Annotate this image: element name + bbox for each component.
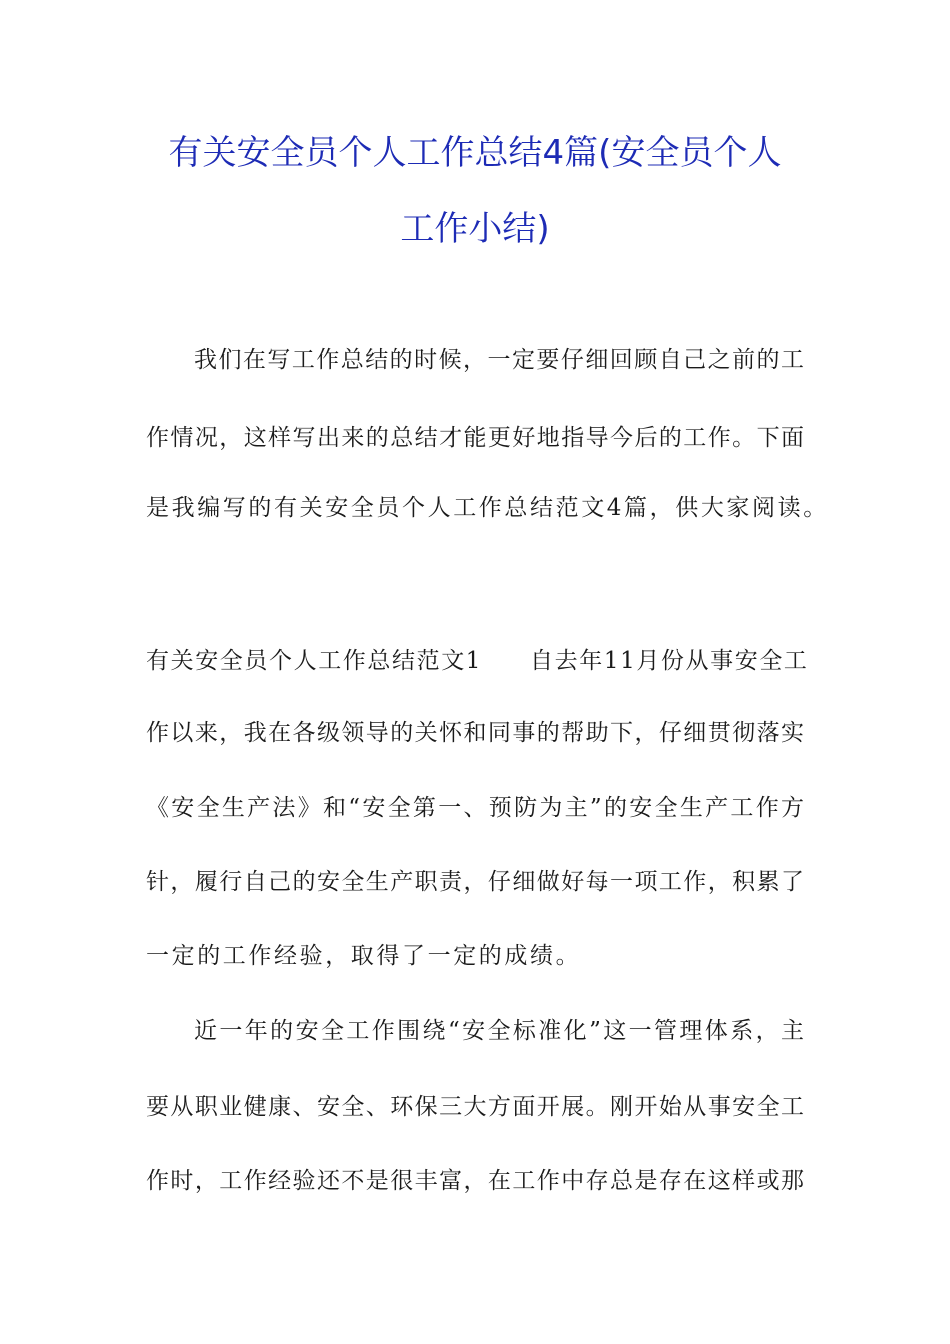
section1-line-2: 作以来，我在各级领导的关怀和同事的帮助下，仔细贯彻落实 (146, 720, 804, 746)
para2-line-1: 近一年的安全工作围绕“安全标准化”这一管理体系，主 (194, 1018, 804, 1044)
intro-line-3: 是我编写的有关安全员个人工作总结范文4篇，供大家阅读。 (146, 495, 829, 521)
document-title-line-2: 工作小结) (400, 209, 550, 249)
para2-line-3: 作时，工作经验还不是很丰富，在工作中存总是存在这样或那 (146, 1168, 804, 1194)
section1-line-4: 针，履行自己的安全生产职责，仔细做好每一项工作，积累了 (146, 869, 804, 895)
section1-first-text: 自去年11月份从事安全工 (530, 648, 809, 674)
section1-line-5: 一定的工作经验，取得了一定的成绩。 (146, 943, 582, 969)
section1-heading: 有关安全员个人工作总结范文1 (146, 648, 483, 674)
document-title-line-1: 有关安全员个人工作总结4篇(安全员个人 (168, 133, 782, 173)
section1-first-line (146, 646, 809, 676)
section1-line-3: 《安全生产法》和“安全第一、预防为主”的安全生产工作方 (146, 795, 804, 821)
para2-line-2: 要从职业健康、安全、环保三大方面开展。刚开始从事安全工 (146, 1094, 804, 1120)
intro-line-1: 我们在写工作总结的时候，一定要仔细回顾自己之前的工 (194, 347, 804, 373)
intro-line-2: 作情况，这样写出来的总结才能更好地指导今后的工作。下面 (146, 425, 804, 451)
